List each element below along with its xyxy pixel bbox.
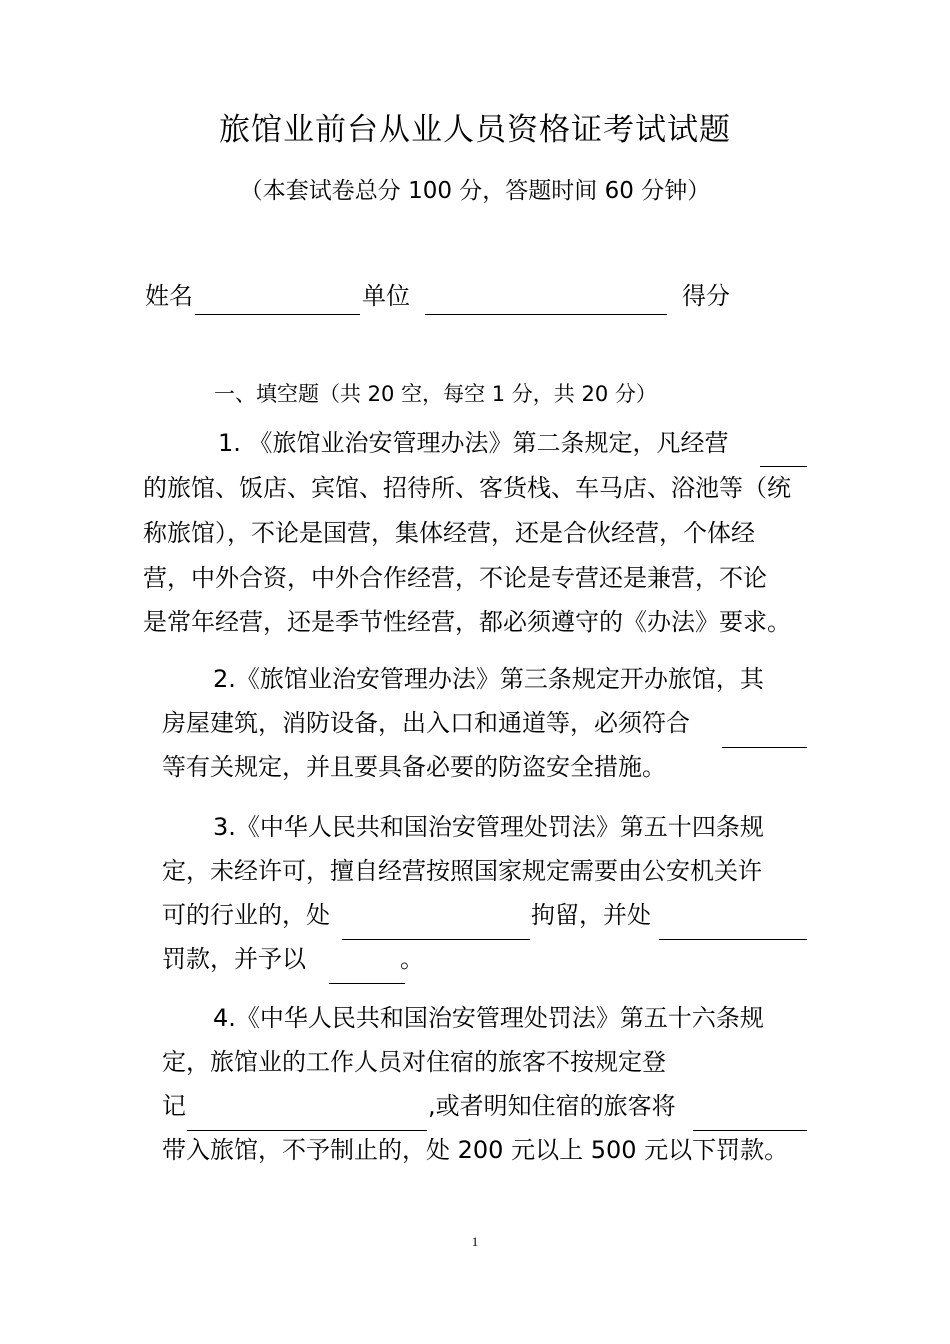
q4-blank-1[interactable] [187, 1130, 427, 1131]
q1-line: 营，中外合资，中外合作经营，不论是专营还是兼营，不论 [143, 564, 767, 592]
q4-line: 4.《中华人民共和国治安管理处罚法》第五十六条规 [213, 1004, 764, 1032]
q3-line: 定，未经许可，擅自经营按照国家规定需要由公安机关许 [162, 857, 762, 885]
q2-line: 等有关规定，并且要具备必要的防盗安全措施。 [162, 753, 666, 781]
q3-line: 3.《中华人民共和国治安管理处罚法》第五十四条规 [213, 813, 764, 841]
q1-blank-1[interactable] [760, 466, 807, 467]
page-title: 旅馆业前台从业人员资格证考试试题 [219, 112, 731, 148]
q4-blank-2[interactable] [693, 1130, 807, 1131]
page-number: 1 [471, 1234, 479, 1249]
q3-line: 拘留，并处 [531, 901, 651, 929]
q3-line: 。 [400, 945, 424, 973]
q1-line: 是常年经营，还是季节性经营，都必须遵守的《办法》要求。 [143, 608, 791, 636]
q2-line: 2.《旅馆业治安管理办法》第三条规定开办旅馆，其 [213, 665, 764, 693]
q4-line: 带入旅馆，不予制止的，处 200 元以上 500 元以下罚款。 [162, 1136, 789, 1164]
q4-line: 定，旅馆业的工作人员对住宿的旅客不按规定登 [162, 1048, 666, 1076]
name-label: 姓名 [145, 282, 193, 310]
q1-line: 称旅馆），不论是国营，集体经营，还是合伙经营，个体经 [143, 519, 755, 547]
q3-line: 可的行业的，处 [162, 901, 330, 929]
q4-line: 记 [162, 1092, 186, 1120]
q1-line: 1. 《旅馆业治安管理办法》第二条规定，凡经营 [218, 429, 729, 457]
q3-line: 罚款，并予以 [162, 945, 306, 973]
unit-blank[interactable] [425, 314, 667, 315]
unit-label: 单位 [362, 282, 410, 310]
q4-line: ,或者明知住宿的旅客将 [428, 1092, 676, 1120]
name-blank[interactable] [195, 314, 360, 315]
q3-blank-3[interactable] [329, 983, 405, 984]
q3-blank-2[interactable] [659, 939, 807, 940]
section-heading: 一、填空题（共 20 空，每空 1 分，共 20 分） [214, 382, 657, 406]
page-subtitle: （本套试卷总分 100 分，答题时间 60 分钟） [239, 178, 711, 204]
q2-line: 房屋建筑，消防设备，出入口和通道等，必须符合 [162, 709, 690, 737]
q2-blank-1[interactable] [722, 747, 807, 748]
score-label: 得分 [682, 282, 730, 310]
q1-line: 的旅馆、饭店、宾馆、招待所、客货栈、车马店、浴池等（统 [143, 474, 791, 502]
q3-blank-1[interactable] [342, 939, 530, 940]
